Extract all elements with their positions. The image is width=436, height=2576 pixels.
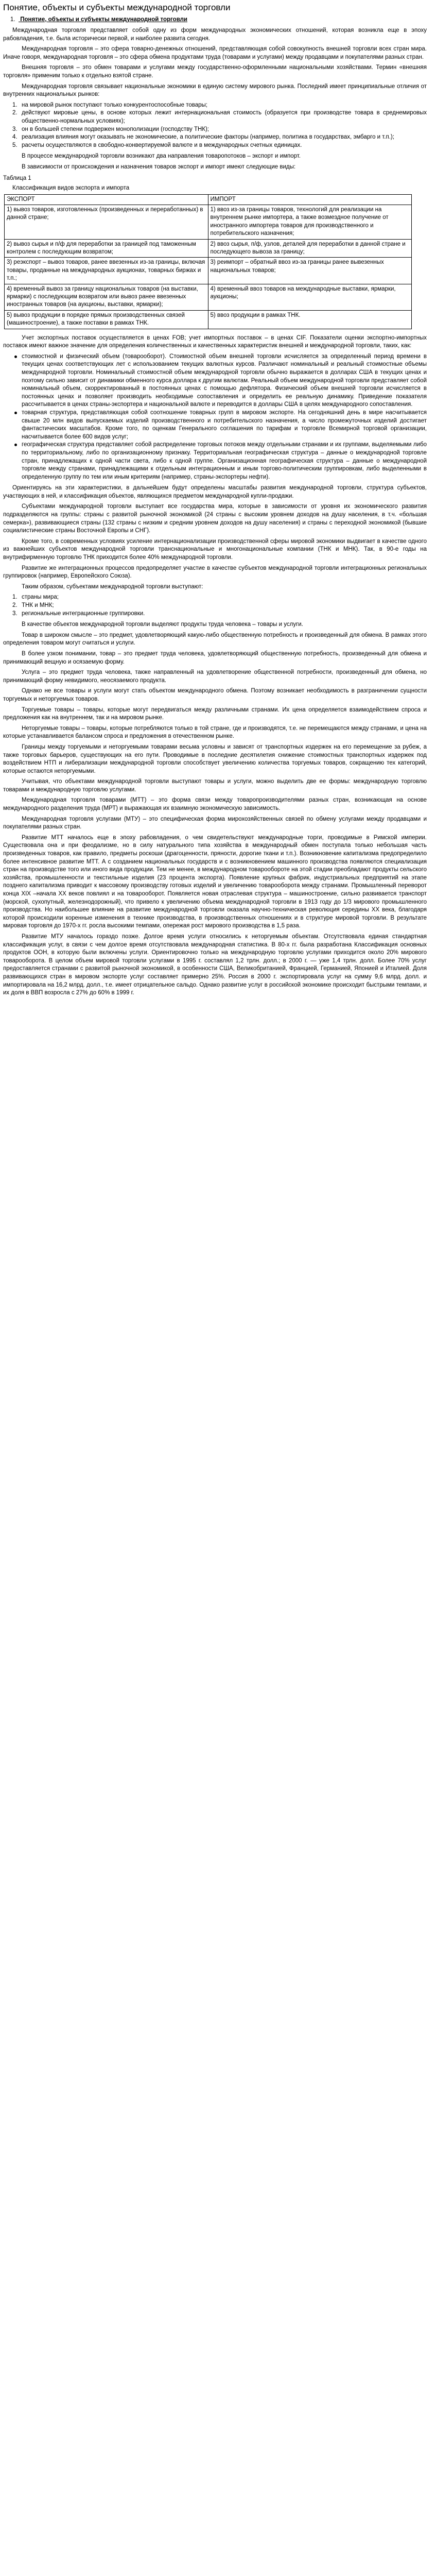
paragraph: Международная торговля товарами (МТТ) – это форма связи между товаропроизводителями разных стран, возникающая на основе международного разделения труда (МРТ) и выражающая их взаимную экономическую зависимость. [3,797,427,812]
table-cell: 1) вывоз товаров, изготовленных (произведенных и переработанных) в данной стране; [5,205,208,239]
table-cell: 1) ввоз из-за границы товаров, технологий для реализации на внутреннем рынке импортера, а также возмездное получение от иностранного импортера товаров для производственного и потребительского назначения; [208,205,412,239]
paragraph: Внешняя торговля – это обмен товарами и услугами между государственно-оформленными национальными хозяйствами. Термин «внешняя торговля» применим только к отдельно взятой стране. [3,64,427,79]
paragraph: В качестве объектов международной торговли выделяют продукты труда человека – товары и услуги. [22,621,303,628]
list-item: товарная структура, представляющая собой соотношение товарных групп в мировом экспорте. На сегодняшний день в мире насчитывается свыше 20 млн видов выпускаемых изделий производственного и потребительского назначения, а число промежуточных изделий достигает фантастических масштабов. Кроме того, по оценкам Генерального соглашения по тарифам и торговле Всемирной торговой организации, насчитывается более 600 видов услуг; [3,409,427,441]
list-item: 1. на мировой рынок поступают только конкурентоспособные товары; [12,101,207,108]
paragraph: Ориентируясь на эти характеристики, в дальнейшем будут определены масштабы развития международной торговли, структура субъектов, участвующих в ней, и классификация объектов, являющихся предметом международной купли-продажи. [3,485,427,499]
table-subtitle: Классификация видов экспорта и импорта [12,184,130,191]
list-item: 4. реализация влияния могут оказывать не экономические, а политические факторы (например, политика в государствах, эмбарго и т.п.); [12,134,394,141]
table-cell: 4) временный вывоз за границу национальных товаров (на выставки, ярмарки) с последующим возвратом или вывоз ранее ввезенных иностранных товаров (на аукционы, выставки, ярмарки); [5,284,208,310]
table-cell: 4) временный ввоз товаров на международные выставки, ярмарки, аукционы; [208,284,412,310]
paragraph: Учет экспортных поставок осуществляется в ценах FOB; учет импортных поставок – в ценах CIF. Показатели оценки экспортно-импортных поставок имеют важное значение для определения количественных и качественных характеристик внешней и международной торговли, таких, как: [3,334,427,349]
export-import-table [4,194,412,329]
paragraph: Международная торговля – это сфера товарно-денежных отношений, представляющая собой совокупность внешней торговли всех стран мира. Иначе говоря, международная торговля – это сфера обмена продуктами труда (товарами и услугами) между продавцами и покупателями разных стран. [3,46,427,60]
section-heading-text: Понятие, объекты и субъекты международной торговли [20,16,187,23]
paragraph: Субъектами международной торговли выступает все государства мира, которые в зависимости от уровня их экономического развития подразделяются на группы: страны с развитой рыночной экономикой (24 страны с высоким уровнем доходов на душу населения, в т.ч. «большая семерка»), развивающиеся страны (132 страны с низким и средним уровнем доходов на душу населения) и страны с переходной экономикой (бывшие социалистические страны Восточной Европы и СНГ). [3,503,427,534]
table-row [5,284,412,310]
paragraph: Границы между торгуемыми и неторгуемыми товарами весьма условны и зависят от транспортных издержек на его перемещение за рубеж, а также торговых барьеров, существующих на его пути. Проводимые в последние десятилетия снижение стоимостных транспортных издержек под воздействием НТП и либерализации международной торговли способствует увеличению количества торгуемых товаров, сокращению тех категорий, которые остаются неторгуемыми. [3,743,427,774]
table-row [5,205,412,239]
table-cell: 5) вывоз продукции в порядке прямых производственных связей (машиностроение), а также поставки в рамках ТНК. [5,310,208,329]
paragraph: В процессе международной торговли возникают два направления товаропотоков – экспорт и импорт. [22,153,301,160]
list-item: 1. страны мира; [12,594,59,601]
table-row [5,239,412,258]
section-heading [10,15,427,24]
list-item: стоимостной и физический объем (товарооборот). Стоимостной объем внешней торговли исчисляется за определенный период времени в текущих ценах соответствующих лет с использованием текущих валютных курсов. Различают номинальный и реальный стоимостные объемы международной торговли. Номинальный стоимостной объем международной торговли обычно выражается в долларах США в текущих ценах и поэтому сильно зависит от динамики обменного курса доллара к другим валютам. Реальный объем международной торговли представляет собой номинальный объем, скорректированный в постоянных ценах с помощью дефлятора. Физический объем внешней торговли исчисляется в постоянных ценах и позволяет производить необходимые сопоставления и определить ее реальную динамику. Приведение показателя рассчитывается в ценах страны-экспортера и национальной валюте и переводится в доллары США в целях международного сопоставления. [3,353,427,409]
column-header-export: ЭКСПОРТ [5,194,208,205]
table-row [5,258,412,284]
paragraph: Однако не все товары и услуги могут стать объектом международного обмена. Поэтому возникает необходимость в разграничении сущности торгуемых и неторгуемых товаров. [3,688,427,702]
list-item: 2. действуют мировые цены, в основе которых лежит интернациональная стоимость (образуется при производстве товара в среднемировых общественно-нормальных условиях); [12,110,427,124]
paragraph: В более узком понимании, товар – это предмет труда человека, удовлетворяющий общественную потребность, произведенный для обмена и принимающий вещную и осязаемую форму. [3,650,427,665]
table-cell: 2) вывоз сырья и п/ф для переработки за границей под таможенным контролем с последующим возвратом; [5,239,208,258]
list-item: географическая структура представляет собой распределение торговых потоков между отдельными странами и их группами, выделяемыми либо по территориальному, либо по организационному признаку. Территориальная географическая структура – данные о международной торговле стран, принадлежащих к одной части света, либо к одной группе. Организационная географическая структура – данные о международной торговле между странами, принадлежащими к отдельным интеграционным и иным торгово-политическим группировкам, либо выделенными в определенную группу по тем или иным критериям (например, страны-экспортеры нефти). [3,441,427,481]
paragraph: Развитие МТТ началось еще в эпоху рабовладения, о чем свидетельствуют международные торги, проводимые в Римской империи. Существовала она и при феодализме, но в силу натурального типа хозяйства в международный обмен поступала только небольшая часть произведенных товаров, как правило, предметы роскоши (драгоценности, пряности, дорогие ткани и т.п.). Возникновение капитализма предопределило более интенсивное развитие МТТ. А с созданием национальных государств и с возникновением машинного производства появляются специализация стран на производстве того или иного вида продукции. Тем не менее, в международном товарообороте на этой стадии преобладают продукты сельского хозяйства, промышленности и текстильные изделия (23 процента экспорта). Появление крупных фабрик, индустриальных предприятий на этапе позднего капитализма приводит к массовому производству готовых изделий и увеличению товарооборота между странами. Промышленный переворот конца XIX –начала XX веков повлиял и на товарооборот. Появляется новая отраслевая структура – машиностроение, сильно развивается транспорт (морской, сухопутный, железнодорожный), что привело к увеличению объема международной торговли в 1913 году до 1/3 мирового промышленного производства. Но наибольшее влияние на развитие международной торговли оказала научно-техническая революция середины XX века, благодаря которой происходили коренные изменения в технике производства, в производственных отношениях и в структуре мировой торговли. В результате мировая торговля до 1970-х гг. росла высокими темпами, опережая рост мирового производства в 1,5 раза. [3,834,427,929]
subjects-list [3,594,427,618]
table-row [5,310,412,329]
table-header-row [5,194,412,205]
paragraph: Неторгуемые товары – товары, которые потребляются только в той стране, где и производятся, т.е. не перемещаются между странами, и цена на которые устанавливается балансом спроса и предложения в отечественном рынке. [3,725,427,740]
paragraph: Товар в широком смысле – это предмет, удовлетворяющий какую-либо общественную потребность и произведенный для обмена. В рамках этого определения товаром могут считаться и услуги. [3,632,427,647]
paragraph: Международная торговля услугами (МТУ) – это специфическая форма мирохозяйственных связей по обмену услугами между продавцами и покупателями разных стран. [3,816,427,831]
paragraph: Таким образом, субъектами международной торговли выступают: [22,583,203,590]
paragraph: Международная торговля представляет собой одну из форм международных экономических отношений, которая возникла еще в эпоху рабовладения, т.е. была исторически первой, и наиболее развита сегодня. [3,27,427,42]
page-title: Понятие, объекты и субъекты международной торговли [3,3,231,12]
list-item: 2. ТНК и МНК; [12,602,54,608]
paragraph: Кроме того, в современных условиях усиление интернационализации производственной сферы мировой экономики выдвигает в качестве одного из важнейших субъектов международной торговли транснациональные и многонациональные компании (ТНК и МНК). Так, в 90-е годы на внутрифирменную торговлю ТНК приходится более 40% международной торговли. [3,538,427,561]
table-cell: 3) реэкспорт – вывоз товаров, ранее ввезенных из-за границы, включая товары, проданные на международных аукционах, товарных биржах и т.п.; [5,258,208,284]
table-caption: Таблица 1 [3,175,31,181]
section-number: 1. [10,16,15,23]
column-header-import: ИМПОРТ [208,194,412,205]
characteristics-list [3,353,427,482]
list-item: 3. региональные интеграционные группировки. [12,610,145,617]
paragraph: Учитывая, что объектами международной торговли выступают товары и услуги, можно выделить две ее формы: международную торговлю товарами и международную торговлю услугами. [3,778,427,793]
list-item: 3. он в большей степени подвержен монополизации (господству ТНК); [12,126,210,132]
table-cell: 3) реимпорт – обратный ввоз из-за границы ранее вывезенных национальных товаров; [208,258,412,284]
market-differences-list [3,101,427,150]
table-cell: 5) ввоз продукции в рамках ТНК. [208,310,412,329]
paragraph: Развитие МТУ началось гораздо позже. Долгое время услуги относились к неторгуемым объектам. Отсутствовала единая стандартная классификация услуг, в связи с чем долгое время отсутствовала международная статистика. В 80-х гг. была разработана Классификация основных продуктов ООН, в которую были включены услуги. Ориентировочно только на международную торговлю услугами приходится около 20% мирового товарооборота. В целом объем мировой торговли услугами в 1995 г. составлял 1,2 трлн. долл.; в 2000 г. — уже 1,4 трлн. долл. Более 70% услуг предоставляется странами с развитой рыночной экономикой, в особенности США, Великобританией, Францией, Германией, Японией и Италией. Доля развивающихся стран в мировом экспорте услуг составляет примерно 25%. Россия в 2000 г. экспортировала услуг на сумму 9,6 млрд. долл. и импортировала на 16,2 млрд. долл., т.е. имеет отрицательное сальдо. Однако развитие услуг в российской экономике происходит быстрыми темпами, и их доля в ВВП возросла с 27% до 60% в 1999 г. [3,933,427,996]
paragraph: Международная торговля связывает национальные экономики в единую систему мирового рынка. Последний имеет принципиальные отличия от внутренних национальных рынков: [3,83,427,98]
list-item: 5. расчеты осуществляются в свободно-конвертируемой валюте и в международных счетных единицах. [12,142,302,148]
document-page [0,2,430,1004]
paragraph: В зависимости от происхождения и назначения товаров экспорт и импорт имеют следующие виды: [22,163,296,170]
paragraph: Торгуемые товары – товары, которые могут передвигаться между различными странами. Их цена определяется взаимодействием спроса и предложения как на внутреннем, так и на мировом рынке. [3,706,427,721]
paragraph: Услуга – это предмет труда человека, также направленный на удовлетворение общественной потребности, произведенный для обмена, но принимающий форму невидимого, неосязаемого продукта. [3,669,427,684]
paragraph: Развитие же интеграционных процессов предопределяет участие в качестве субъектов международной торговли интеграционных региональных группировок (например, Европейского Союза). [3,565,427,580]
table-cell: 2) ввоз сырья, п/ф, узлов, деталей для переработки в данной стране и последующего вывоза за границу; [208,239,412,258]
